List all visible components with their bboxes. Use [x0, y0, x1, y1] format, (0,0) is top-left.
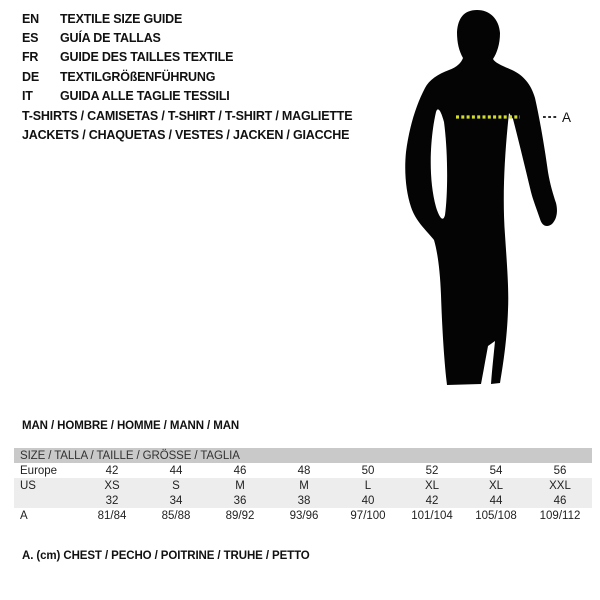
table-cell: 40: [361, 494, 375, 507]
language-label: GUIDE DES TAILLES TEXTILE: [60, 50, 234, 65]
row-label: Europe: [20, 464, 58, 477]
table-cell: 46: [553, 494, 567, 507]
language-code: ES: [22, 31, 39, 46]
table-cell: 36: [233, 494, 247, 507]
language-row: [22, 10, 233, 29]
table-cell: 101/104: [411, 509, 453, 522]
table-cell: 93/96: [289, 509, 319, 522]
table-cell: 81/84: [97, 509, 127, 522]
table-row-us: [14, 478, 592, 493]
language-label: TEXTILE SIZE GUIDE: [60, 12, 183, 26]
table-cell: 50: [361, 464, 375, 477]
language-row: [22, 29, 233, 48]
table-cell: 97/100: [350, 509, 386, 522]
table-cell: 44: [169, 464, 183, 477]
table-cell: 38: [297, 494, 311, 507]
table-cell: 44: [489, 494, 503, 507]
table-cell: 105/108: [475, 509, 517, 522]
measure-label-a: A: [562, 110, 572, 125]
table-cell: 42: [105, 464, 119, 477]
table-row-europe: [14, 463, 592, 478]
table-cell: M: [299, 479, 309, 492]
language-row: [22, 68, 233, 87]
table-cell: 85/88: [161, 509, 191, 522]
table-row-chest: [14, 508, 592, 523]
size-table-header: SIZE / TALLA / TAILLE / GRÖSSE / TAGLIA: [14, 448, 592, 463]
table-cell: 54: [489, 464, 503, 477]
table-cell: 32: [105, 494, 119, 507]
table-cell: 52: [425, 464, 439, 477]
table-row-numeric: [14, 493, 592, 508]
table-cell: XL: [488, 479, 504, 492]
section-label-man: MAN / HOMBRE / HOMME / MANN / MAN: [22, 420, 240, 432]
table-cell: 56: [553, 464, 567, 477]
footnote-chest-measure: A. (cm) CHEST / PECHO / POITRINE / TRUHE / PETTO: [22, 550, 310, 562]
size-table: [14, 448, 592, 523]
table-cell: 48: [297, 464, 311, 477]
table-cell: 89/92: [225, 509, 255, 522]
table-cell: XXL: [549, 479, 571, 492]
language-row: [22, 48, 233, 67]
category-line-jackets: JACKETS / CHAQUETAS / VESTES / JACKEN / GIACCHE: [22, 128, 350, 142]
table-cell: XS: [104, 479, 120, 492]
row-label: US: [20, 479, 36, 492]
man-silhouette-figure: [400, 0, 600, 400]
language-code: FR: [22, 50, 39, 65]
table-cell: 34: [169, 494, 183, 507]
language-list: [22, 10, 233, 106]
table-cell: 46: [233, 464, 247, 477]
row-label: A: [20, 509, 28, 522]
table-cell: M: [235, 479, 245, 492]
language-label: GUÍA DE TALLAS: [60, 31, 161, 46]
table-cell: XL: [424, 479, 440, 492]
language-label: TEXTILGRÖßENFÜHRUNG: [60, 69, 216, 84]
language-label: GUIDA ALLE TAGLIE TESSILI: [60, 88, 230, 103]
language-code: IT: [22, 88, 33, 103]
table-cell: 109/112: [539, 509, 581, 522]
language-code: DE: [22, 69, 39, 84]
category-line-tshirts: T-SHIRTS / CAMISETAS / T-SHIRT / T-SHIRT / MAGLIETTE: [22, 109, 353, 123]
table-cell: L: [364, 479, 372, 492]
man-silhouette: [405, 10, 557, 385]
table-cell: 42: [425, 494, 439, 507]
category-list: [22, 107, 352, 145]
language-row: [22, 87, 233, 106]
language-code: EN: [22, 12, 39, 26]
table-cell: S: [172, 479, 180, 492]
